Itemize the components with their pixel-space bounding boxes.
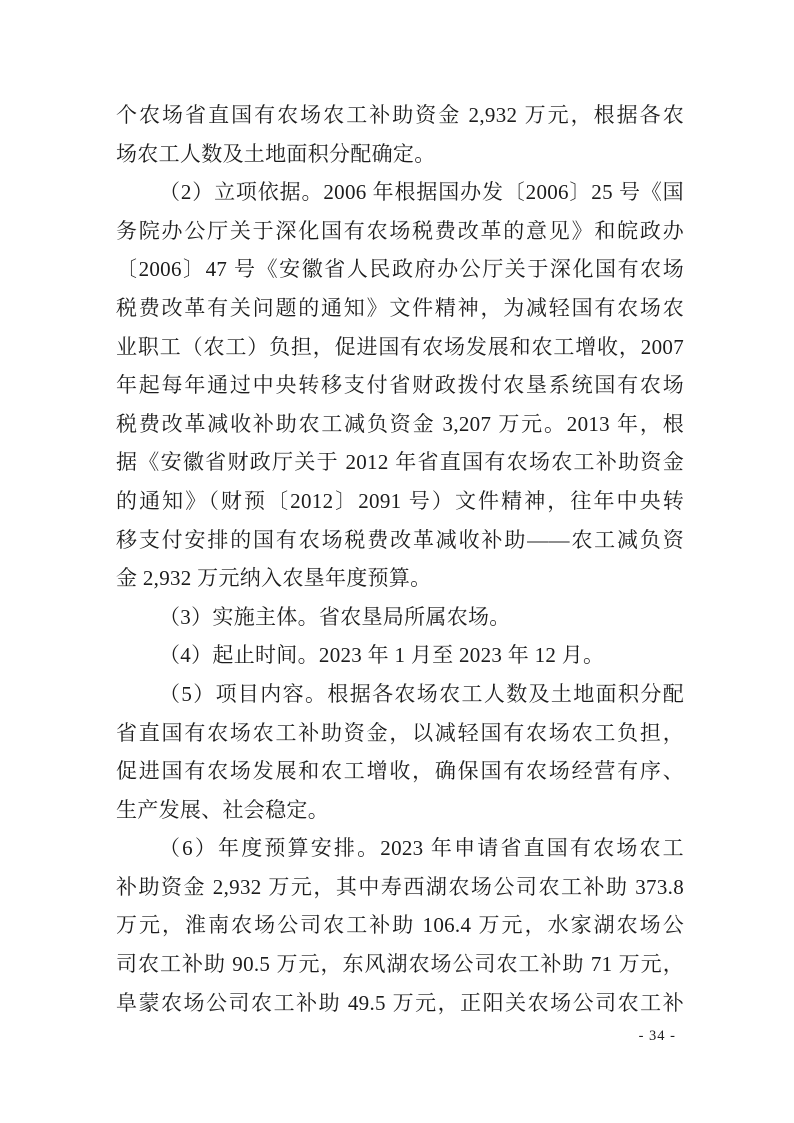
text-line: 的通知》（财预〔2012〕2091 号）文件精神，往年中央转 <box>116 488 684 513</box>
text-line: 移支付安排的国有农场税费改革减收补助——农工减负资 <box>116 527 684 552</box>
text-line: （5）项目内容。根据各农场农工人数及土地面积分配 <box>159 681 684 706</box>
text-line: 促进国有农场发展和农工增收，确保国有农场经营有序、 <box>116 759 684 784</box>
text-line: （2）立项依据。2006 年根据国办发〔2006〕25 号《国 <box>159 180 684 205</box>
text-line: 省直国有农场农工补助资金，以减轻国有农场农工负担， <box>116 720 684 745</box>
text-line: 税费改革减收补助农工减负资金 3,207 万元。2013 年，根 <box>116 411 684 436</box>
page-number: - 34 - <box>638 1028 676 1044</box>
document-body <box>116 96 684 1022</box>
text-line: （3）实施主体。省农垦局所属农场。 <box>159 604 511 629</box>
text-line: 年起每年通过中央转移支付省财政拨付农垦系统国有农场 <box>116 373 684 398</box>
text-line: 〔2006〕47 号《安徽省人民政府办公厅关于深化国有农场 <box>116 257 684 282</box>
text-line: 生产发展、社会稳定。 <box>116 797 329 822</box>
text-line: 务院办公厅关于深化国有农场税费改革的意见》和皖政办 <box>116 218 684 243</box>
text-line: （4）起止时间。2023 年 1 月至 2023 年 12 月。 <box>159 643 605 668</box>
text-line: 阜蒙农场公司农工补助 49.5 万元，正阳关农场公司农工补 <box>116 990 684 1015</box>
text-line: 场农工人数及土地面积分配确定。 <box>116 141 436 166</box>
text-line: 据《安徽省财政厅关于 2012 年省直国有农场农工补助资金 <box>116 450 684 475</box>
text-line: （6）年度预算安排。2023 年申请省直国有农场农工 <box>159 836 684 861</box>
text-line: 万元，淮南农场公司农工补助 106.4 万元，水家湖农场公 <box>116 913 684 938</box>
text-line: 司农工补助 90.5 万元，东风湖农场公司农工补助 71 万元， <box>116 952 684 977</box>
text-line: 金 2,932 万元纳入农垦年度预算。 <box>116 566 432 591</box>
text-line: 个农场省直国有农场农工补助资金 2,932 万元，根据各农 <box>116 103 684 127</box>
text-line: 税费改革有关问题的通知》文件精神，为减轻国有农场农 <box>116 295 684 320</box>
text-line: 补助资金 2,932 万元，其中寿西湖农场公司农工补助 373.8 <box>116 874 684 899</box>
text-line: 业职工（农工）负担，促进国有农场发展和农工增收，2007 <box>116 334 684 359</box>
